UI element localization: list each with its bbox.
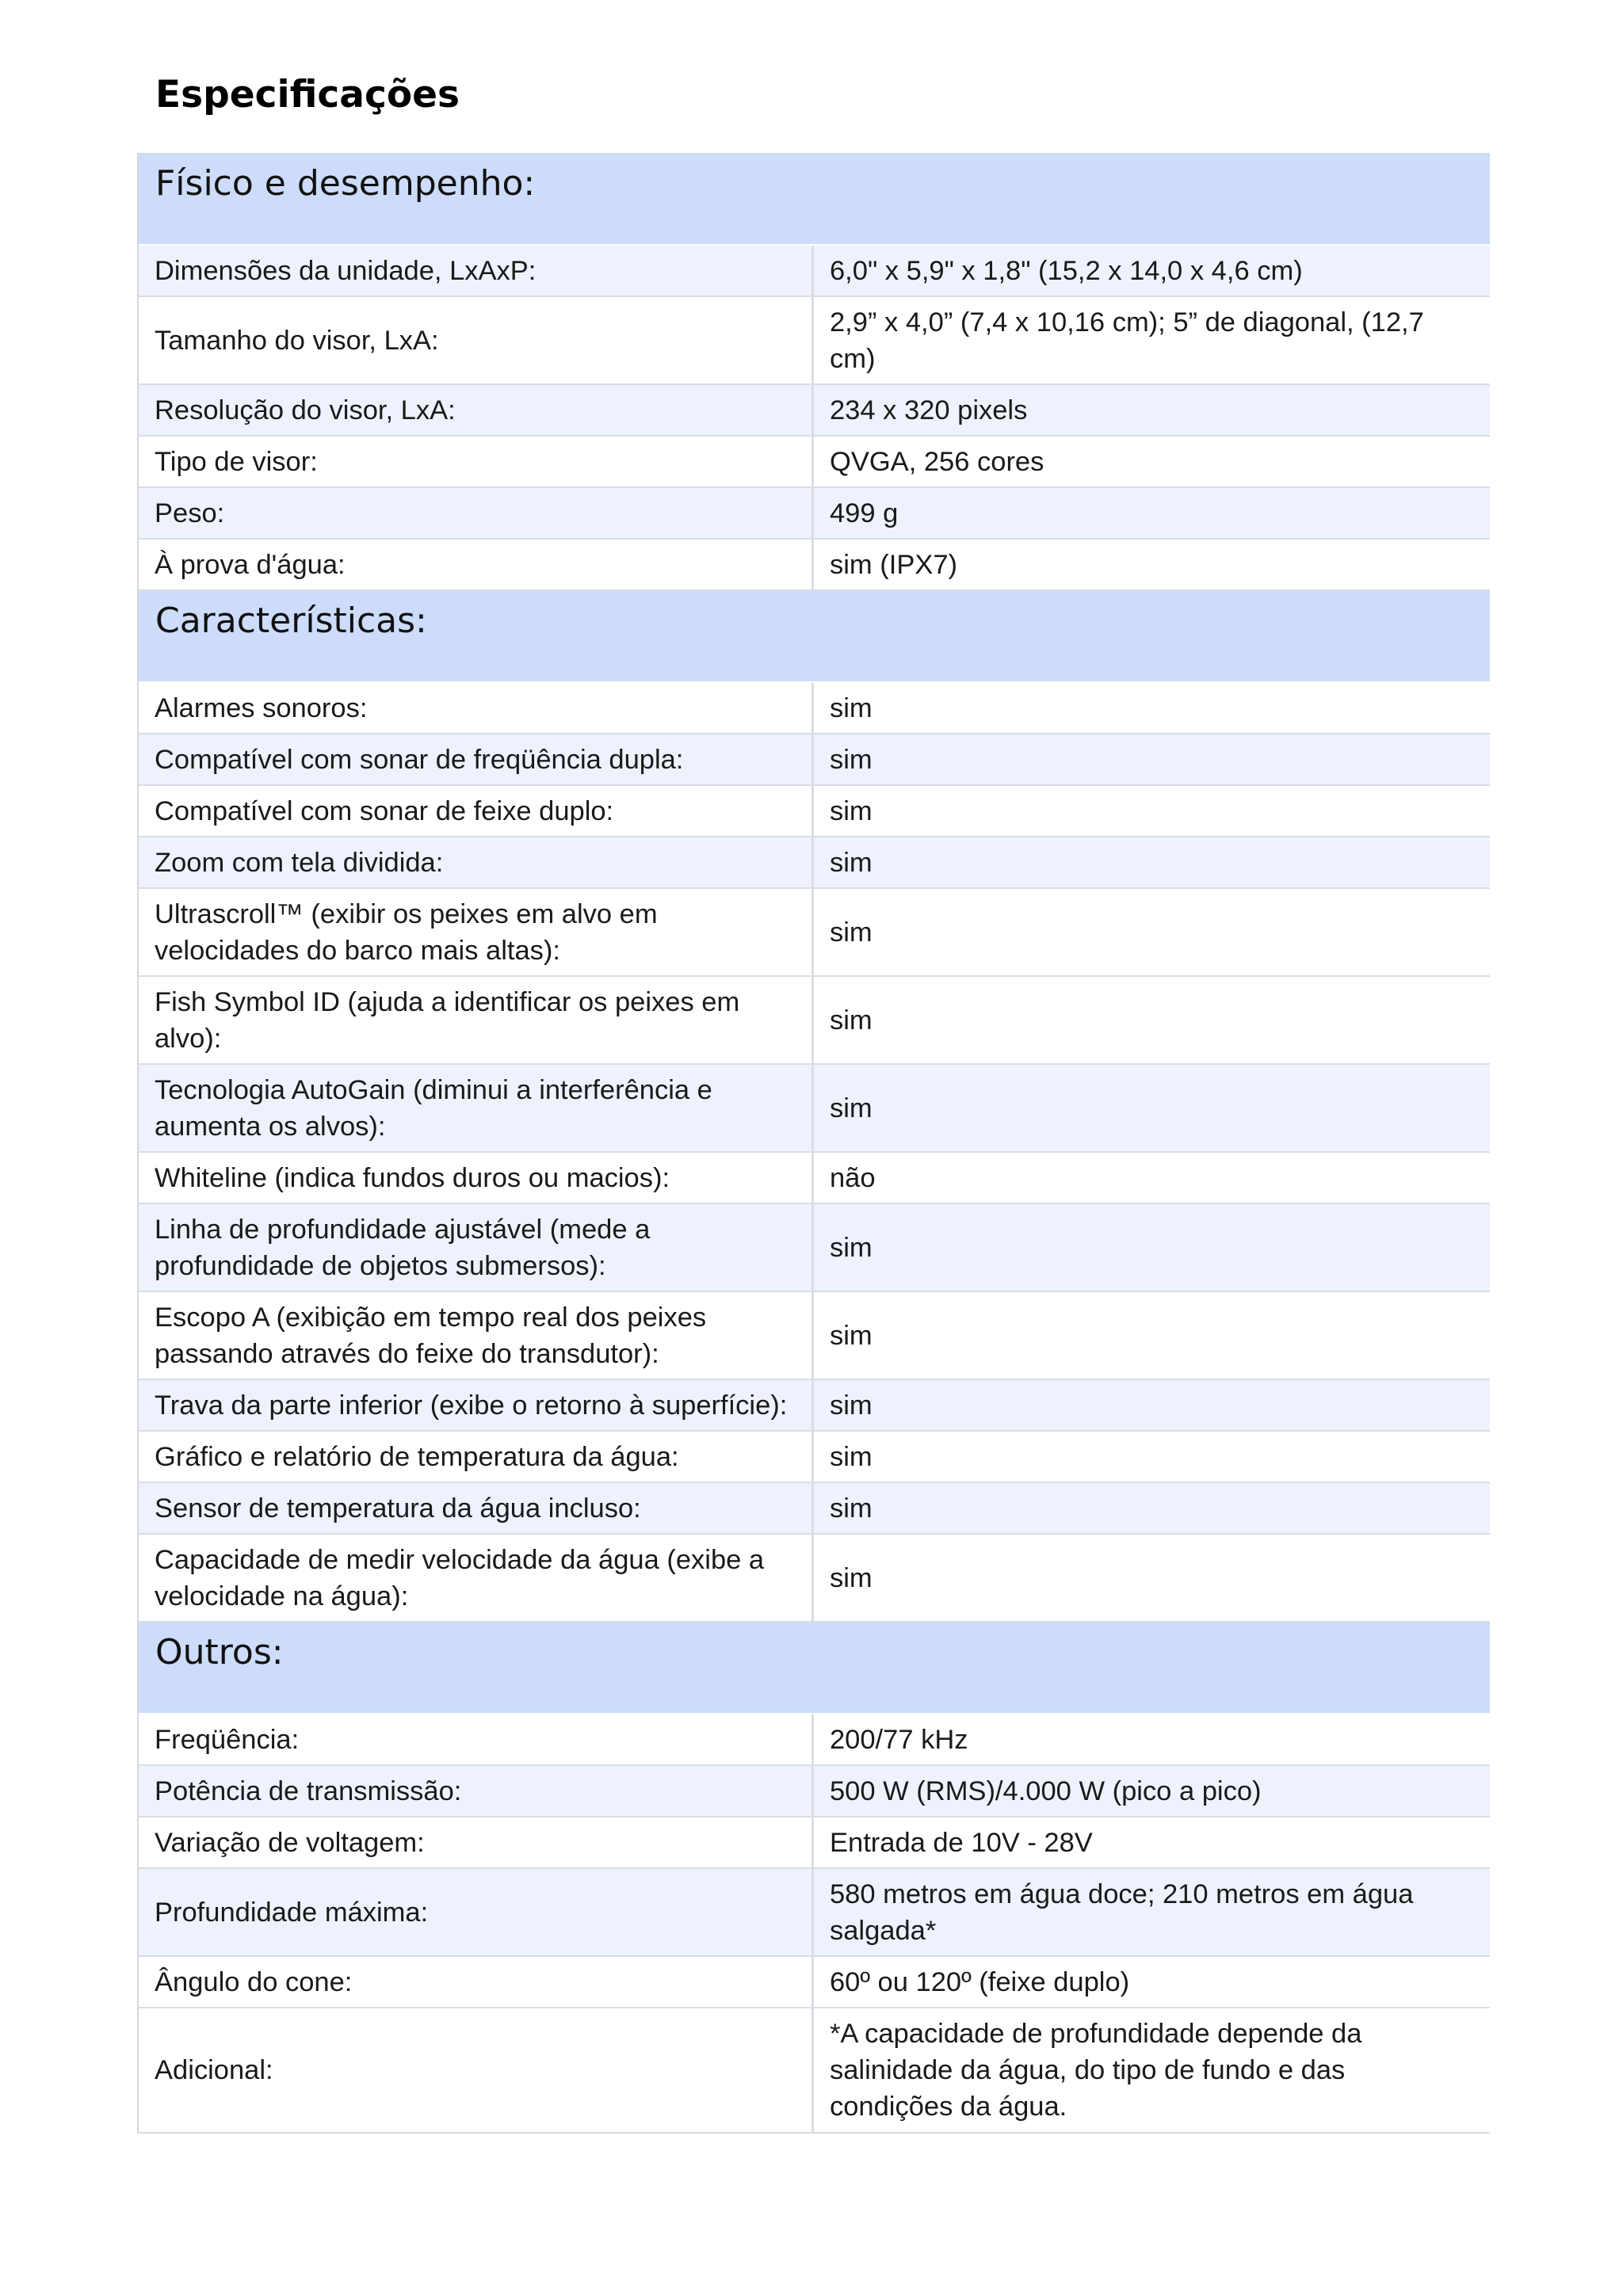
row-label: Linha de profundidade ajustável (mede a profundidade de objetos submersos):: [139, 1204, 814, 1291]
row-value: sim: [830, 1093, 873, 1123]
row-value: Entrada de 10V - 28V: [830, 1827, 1093, 1858]
table-row: [139, 734, 1490, 786]
table-row: [139, 246, 1490, 297]
spec-table: [137, 153, 1490, 2134]
row-value: *A capacidade de profundidade depende da salinidade da água, do tipo de fundo e das condições da água.: [830, 2019, 1362, 2122]
row-label: Trava da parte inferior (exibe o retorno à superfície):: [139, 1380, 814, 1430]
row-label: Ângulo do cone:: [139, 1957, 814, 2007]
row-label: Zoom com tela dividida:: [139, 837, 814, 887]
table-row: [139, 889, 1490, 977]
table-row: [139, 1869, 1490, 1957]
row-value: 60º ou 120º (feixe duplo): [830, 1966, 1130, 1997]
row-value: sim: [830, 1232, 873, 1263]
row-label: Peso:: [139, 488, 814, 538]
table-row: [139, 977, 1490, 1065]
row-label: Tecnologia AutoGain (diminui a interferência e aumenta os alvos):: [139, 1065, 814, 1151]
table-row: [139, 1153, 1490, 1204]
row-value: sim: [830, 1562, 873, 1593]
row-label: Compatível com sonar de feixe duplo:: [139, 786, 814, 836]
section-header-outros: Outros:: [139, 1623, 1490, 1714]
table-row: [139, 1714, 1490, 1766]
row-label: Freqüência:: [139, 1714, 814, 1764]
row-label: Resolução do visor, LxA:: [139, 385, 814, 435]
row-value: 234 x 320 pixels: [830, 395, 1028, 425]
table-row: [139, 2008, 1490, 2134]
table-row: [139, 297, 1490, 385]
table-row: [139, 1535, 1490, 1623]
row-label: Whiteline (indica fundos duros ou macios):: [139, 1153, 814, 1203]
row-value: sim: [830, 1005, 873, 1035]
row-value: 2,9” x 4,0” (7,4 x 10,16 cm); 5” de diagonal, (12,7 cm): [830, 307, 1424, 374]
row-value: sim: [830, 795, 873, 826]
row-value: 200/77 kHz: [830, 1724, 968, 1755]
table-row: [139, 1957, 1490, 2008]
table-row: [139, 1817, 1490, 1869]
table-row: [139, 540, 1490, 591]
row-value: sim: [830, 1390, 873, 1421]
row-label: Sensor de temperatura da água incluso:: [139, 1483, 814, 1533]
row-value: sim: [830, 917, 873, 948]
row-value: 499 g: [830, 498, 899, 528]
row-value: 6,0" x 5,9" x 1,8" (15,2 x 14,0 x 4,6 cm): [830, 255, 1303, 286]
row-label: Alarmes sonoros:: [139, 683, 814, 733]
row-label: Fish Symbol ID (ajuda a identificar os peixes em alvo):: [139, 977, 814, 1063]
row-label: Compatível com sonar de freqüência dupla:: [139, 734, 814, 784]
row-value: QVGA, 256 cores: [830, 446, 1044, 477]
table-row: [139, 385, 1490, 437]
row-label: Tipo de visor:: [139, 437, 814, 486]
row-label: À prova d'água:: [139, 540, 814, 589]
table-row: [139, 488, 1490, 540]
row-value: sim: [830, 692, 873, 723]
table-row: [139, 786, 1490, 837]
row-value: sim: [830, 1441, 873, 1472]
table-row: [139, 837, 1490, 889]
table-row: [139, 1292, 1490, 1380]
row-label: Adicional:: [139, 2008, 814, 2132]
row-value: 500 W (RMS)/4.000 W (pico a pico): [830, 1775, 1262, 1806]
row-value: sim: [830, 744, 873, 775]
table-row: [139, 1432, 1490, 1483]
table-row: [139, 1380, 1490, 1432]
table-row: [139, 1065, 1490, 1153]
row-value: sim: [830, 847, 873, 878]
row-label: Gráfico e relatório de temperatura da água:: [139, 1432, 814, 1482]
row-label: Capacidade de medir velocidade da água (exibe a velocidade na água):: [139, 1535, 814, 1621]
row-label: Tamanho do visor, LxA:: [139, 297, 814, 383]
table-row: [139, 1483, 1490, 1535]
section-header-fisico: Físico e desempenho:: [139, 154, 1490, 246]
table-row: [139, 437, 1490, 488]
row-label: Escopo A (exibição em tempo real dos peixes passando através do feixe do transdutor):: [139, 1292, 814, 1379]
row-label: Variação de voltagem:: [139, 1817, 814, 1867]
table-row: [139, 1204, 1490, 1292]
row-label: Ultrascroll™ (exibir os peixes em alvo em velocidades do barco mais altas):: [139, 889, 814, 975]
row-value: sim (IPX7): [830, 549, 958, 580]
row-label: Profundidade máxima:: [139, 1869, 814, 1955]
row-label: Dimensões da unidade, LxAxP:: [139, 246, 814, 296]
page-title: Especificações: [155, 73, 460, 116]
row-value: 580 metros em água doce; 210 metros em água salgada*: [830, 1878, 1414, 1946]
row-label: Potência de transmissão:: [139, 1766, 814, 1816]
table-row: [139, 683, 1490, 734]
section-header-caracteristicas: Características:: [139, 591, 1490, 683]
row-value: sim: [830, 1493, 873, 1524]
row-value: não: [830, 1162, 876, 1193]
table-row: [139, 1766, 1490, 1817]
row-value: sim: [830, 1320, 873, 1351]
